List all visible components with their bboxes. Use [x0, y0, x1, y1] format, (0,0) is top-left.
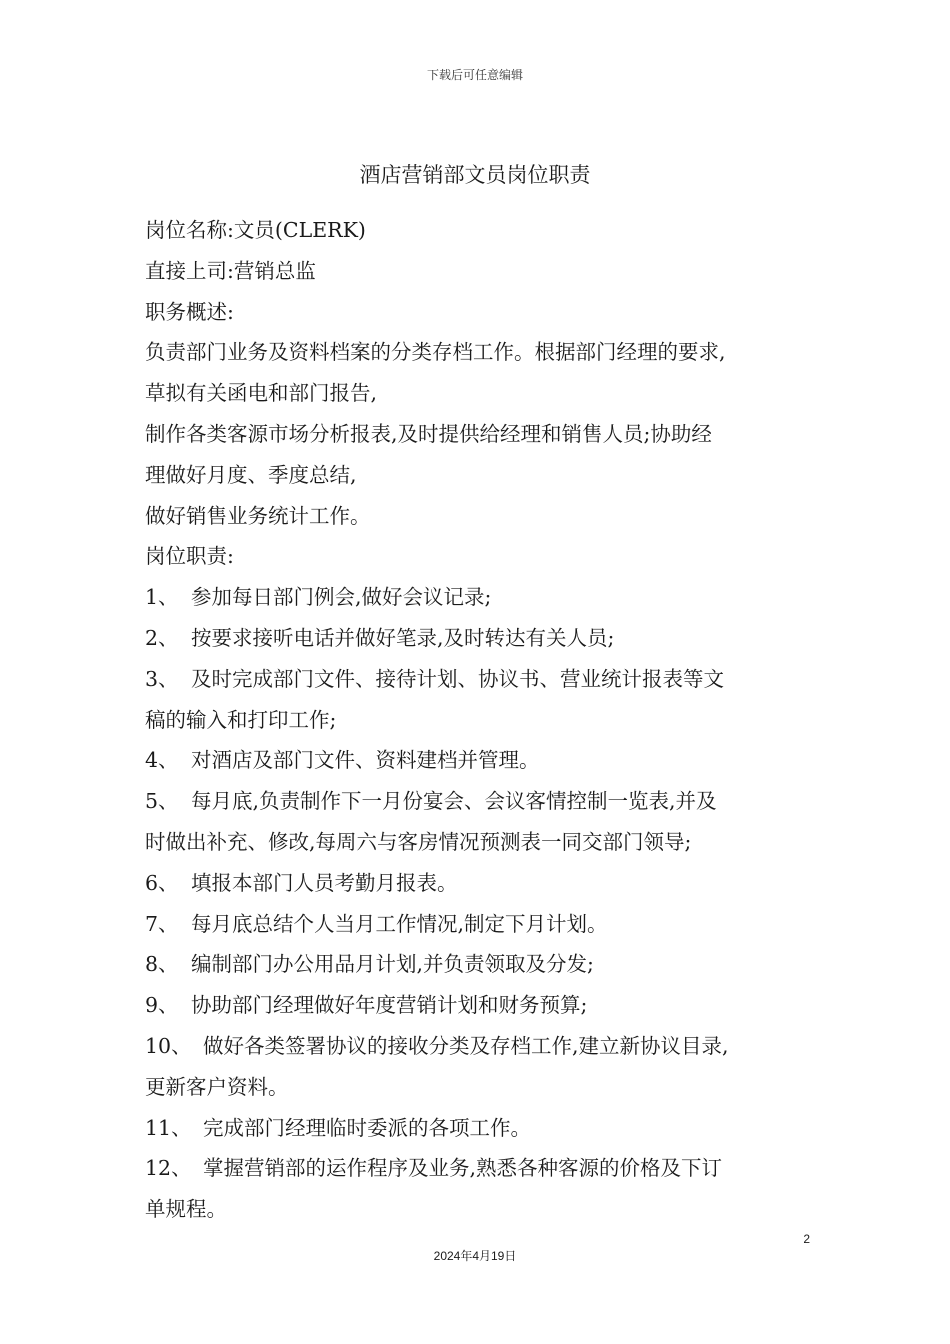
- list-item: [145, 740, 815, 781]
- item-text: 参加每日部门例会,做好会议记录;: [191, 585, 492, 610]
- item-number: 1、: [145, 585, 179, 610]
- item-continuation: 稿的输入和打印工作;: [145, 707, 337, 732]
- overview-text-line: 理做好月度、季度总结,: [145, 462, 357, 487]
- item-number: 3、: [145, 666, 179, 691]
- item-text: 做好各类签署协议的接收分类及存档工作,建立新协议目录,: [203, 1033, 729, 1058]
- item-text: 编制部门办公用品月计划,并负责领取及分发;: [191, 952, 594, 977]
- item-text: 完成部门经理临时委派的各项工作。: [203, 1115, 531, 1140]
- item-number: 11、: [145, 1115, 192, 1140]
- header-note: 下载后可任意编辑: [426, 68, 523, 82]
- position-name-line: 岗位名称:文员(CLERK): [145, 218, 366, 242]
- list-item: [145, 577, 815, 618]
- item-text: 及时完成部门文件、接待计划、协议书、营业统计报表等文: [191, 666, 724, 691]
- list-item: [145, 985, 815, 1026]
- list-item: [145, 1108, 815, 1149]
- list-item: [145, 781, 815, 822]
- document-title: 酒店营销部文员岗位职责: [359, 163, 591, 187]
- duty-overview-heading: 职务概述:: [145, 299, 234, 324]
- list-item: [145, 659, 815, 700]
- overview-text-line: 草拟有关函电和部门报告,: [145, 381, 378, 406]
- footer-date: 2024年4月19日: [433, 1249, 517, 1263]
- item-continuation: 时做出补充、修改,每周六与客房情况预测表一同交部门领导;: [145, 829, 692, 854]
- item-number: 2、: [145, 625, 179, 650]
- item-text: 对酒店及部门文件、资料建档并管理。: [191, 748, 540, 773]
- list-item: [145, 904, 815, 945]
- list-item: [145, 618, 815, 659]
- item-number: 10、: [145, 1033, 192, 1058]
- item-text: 协助部门经理做好年度营销计划和财务预算;: [191, 993, 588, 1018]
- list-item: [145, 1148, 815, 1189]
- item-text: 填报本部门人员考勤月报表。: [191, 870, 458, 895]
- item-number: 4、: [145, 748, 179, 773]
- item-text: 每月底总结个人当月工作情况,制定下月计划。: [191, 911, 608, 936]
- overview-text-line: 做好销售业务统计工作。: [145, 503, 371, 528]
- item-number: 6、: [145, 870, 179, 895]
- overview-text-line: 负责部门业务及资料档案的分类存档工作。根据部门经理的要求,: [145, 340, 726, 365]
- page-number: 2: [803, 1232, 810, 1246]
- item-number: 5、: [145, 789, 179, 814]
- document-body: [145, 210, 815, 1230]
- item-continuation: 单规程。: [145, 1197, 227, 1222]
- item-text: 每月底,负责制作下一月份宴会、会议客情控制一览表,并及: [191, 789, 717, 814]
- item-number: 12、: [145, 1156, 192, 1181]
- item-number: 9、: [145, 993, 179, 1018]
- item-continuation: 更新客户资料。: [145, 1074, 289, 1099]
- list-item: [145, 944, 815, 985]
- responsibilities-heading: 岗位职责:: [145, 544, 234, 569]
- item-text: 掌握营销部的运作程序及业务,熟悉各种客源的价格及下订: [203, 1156, 723, 1181]
- overview-text-line: 制作各类客源市场分析报表,及时提供给经理和销售人员;协助经: [145, 421, 712, 446]
- item-number: 7、: [145, 911, 179, 936]
- list-item: [145, 1026, 815, 1067]
- item-number: 8、: [145, 952, 179, 977]
- list-item: [145, 863, 815, 904]
- item-text: 按要求接听电话并做好笔录,及时转达有关人员;: [191, 625, 615, 650]
- supervisor-line: 直接上司:营销总监: [145, 258, 316, 283]
